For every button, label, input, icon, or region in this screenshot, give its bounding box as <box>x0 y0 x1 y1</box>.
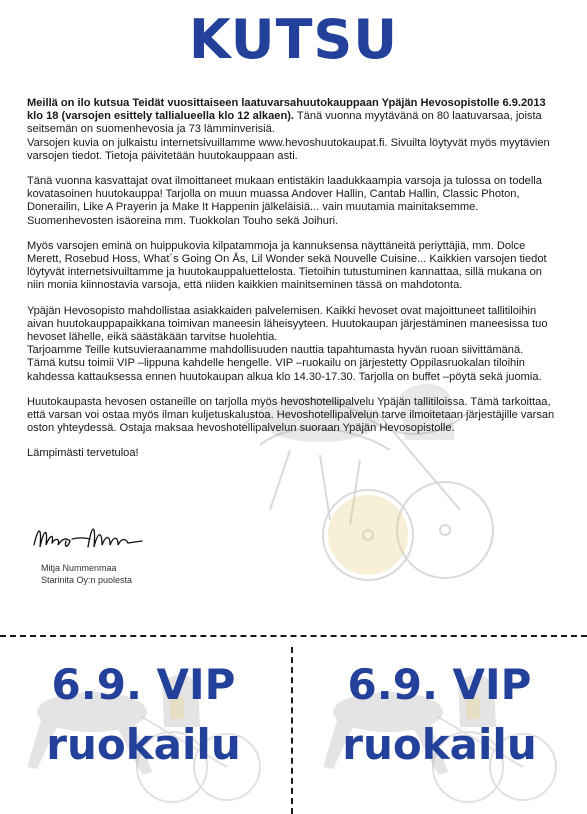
signer-organization: Starinita Oy:n puolesta <box>41 575 133 585</box>
coupon-meal: ruokailu <box>46 720 241 769</box>
breeders-paragraph: Tänä vuonna kasvattajat ovat ilmoittaneet mukaan entistäkin laadukkaampia varsoja ja tulossa on todella kovatasoinen huutokauppa! Tarjolla on muun muassa Andover Hallin, Cantab Hallin, Classic Photon, Donerailin, Like A Prayerin ja Make It Happenin jälkeläisiä... vain muutamia mainitaksemme. Suomenhevosten isäoreina mm. Tuokkolan Touho sekä Joihuri. <box>27 175 542 227</box>
horizontal-cut-line <box>0 635 587 637</box>
signer-block <box>41 562 132 586</box>
intro-bold-text: Meillä on ilo kutsua Teidät vuosittaiseen laatuvarsahuutokauppaan Ypäjän Hevosopistolle 6.9.2013 klo 18 (varsojen esittely tallialueella klo 12 alkaen). <box>27 97 546 123</box>
coupon-date-vip: 6.9. VIP <box>51 660 236 709</box>
intro-rest-text: Tänä vuonna myytävänä on 80 laatuvarsaa, joista seitsemän on suomenhevosia ja 73 lämminverisiä. <box>27 110 542 136</box>
vip-coupon-left <box>0 645 287 814</box>
hotel-paragraph: Huutokaupasta hevosen ostaneille on tarjolla myös hevoshotellipalvelu Ypäjän tallitiloissa. Tämä tarkoittaa, että varsan voi ostaa myös ilman kuljetuskalustoa. Hevoshotellipalvelun tarve ilmoitetaan järjestäjille varsan oston yhteydessä. Ostaja maksaa hevoshotellipalvelun suoraan Ypäjän Hevosopistolle. <box>27 395 555 435</box>
signature-icon <box>30 517 150 557</box>
intro-website-text: Varsojen kuvia on julkaistu internetsivuillamme www.hevoshuutokaupat.fi. Sivuilta löytyvät myös myytävien varsojen tiedot. Tietoja päivitetään huutokauppaan asti. <box>27 136 550 162</box>
page-title: KUTSU <box>188 8 399 71</box>
signer-name: Mitja Nummenmaa <box>41 563 117 573</box>
coupon-date-vip: 6.9. VIP <box>347 660 532 709</box>
vip-line-1: Ypäjän Hevosopisto mahdollistaa asiakkaiden palvelemisen. Kaikki hevoset ovat majoittuneet tallitiloihin aivan huutokauppapaikkana toimivan maneesin läheisyyteen. Huutokaupan järjestäminen maneesissa tuo hevoset lähelle, eikä säästäkään tarvitse huolehtia. <box>27 304 548 344</box>
invitation-body <box>27 97 557 461</box>
coupon-meal: ruokailu <box>342 720 537 769</box>
vip-line-3: Tämä kutsu toimii VIP –lippuna kahdelle hengelle. VIP –ruokailu on järjestetty Oppilasruokalan tiloihin kahdessa kattauksessa ennen huutokaupan alkua klo 14.30-17.30. Tarjolla on buffet –pöytä sekä juomia. <box>27 357 542 383</box>
vertical-cut-line <box>291 647 293 814</box>
vip-paragraph <box>27 305 557 384</box>
vip-line-2: Tarjoamme Teille kutsuvieraanamme mahdollisuuden nauttia tapahtumasta hyvän ruoan siivittämänä. <box>27 344 524 357</box>
closing-text: Lämpimästi tervetuloa! <box>27 447 139 460</box>
vip-coupon-right <box>296 645 583 814</box>
intro-paragraph <box>27 97 557 163</box>
dams-paragraph: Myös varsojen eminä on huippukovia kilpatammoja ja kannuksensa näyttäneitä periyttäjiä, mm. Dolce Merett, Rosebud Hoss, What´s Going On Ås, Lil Wonder sekä Nouvelle Cuisine... Kaikkien varsojen tiedot löytyvät internetsivuiltamme ja huutokauppaluettelosta. Tietoihin tutustuminen kannattaa, sillä mukana on niin monia kiinnostavia varsoja, että niiden kaikkien mainitseminen tässä on mahdotonta. <box>27 239 547 292</box>
